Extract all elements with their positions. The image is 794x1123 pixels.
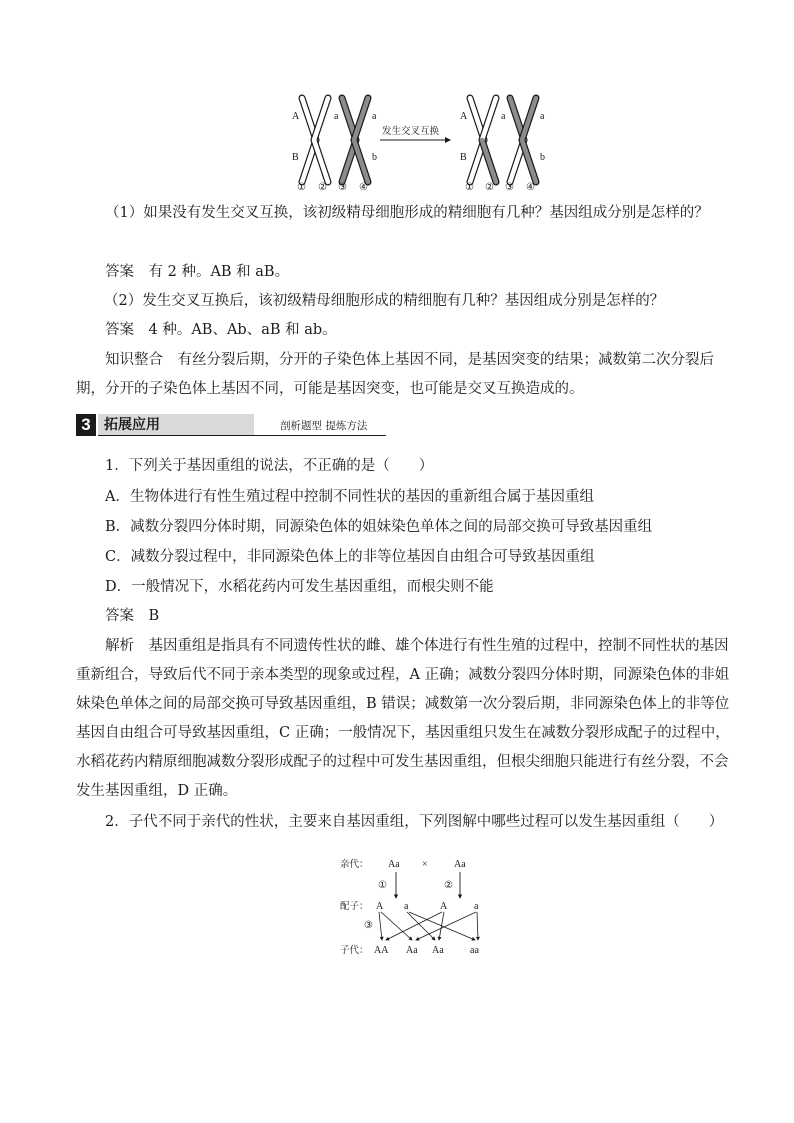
step-label: ③ [364,920,373,931]
mc2-stem: 2．子代不同于亲代的性状，主要来自基因重组，下列图解中哪些过程可以发生基因重组（ ） [105,814,724,830]
mc1-answer: 答案 B [105,608,160,624]
genetic-cross-diagram [336,852,496,960]
gamete: A [376,901,384,912]
cross-symbol: × [422,859,428,870]
section-divider [98,435,386,436]
mc1-analysis: 解析 基因重组是指具有不同遗传性状的雌、雄个体进行有性生殖的过程中，控制不同性状的基因重新组合，导致后代不同于亲本类型的现象或过程，A 正确；减数分裂四分体时期，同源染色体的非姐妹染色单体之间的局部交换可导致基因重组，B 错误；减数第一次分裂后期，非同源染色体上的非等位基因自由组合可导致基因重组，C 正确；一般情况下，基因重组只发生在减数分裂形成配子的过程中，水稻花药内精原细胞减数分裂形成配子的过程中可发生基因重组，但根尖细胞只能进行有丝分裂，不会发生基因重组，D 正确。 [76,638,730,799]
chromatid-number: ③ [505,182,514,192]
crossover-diagram [282,92,550,192]
arrow-label: 发生交叉互换 [382,126,440,137]
gene-label: a [372,111,377,122]
gene-label: B [460,152,467,163]
gene-label: a [540,111,545,122]
chromatid-number: ④ [359,182,368,192]
step-label: ② [444,880,453,891]
gamete: a [404,901,409,912]
chromatid-number: ② [318,182,327,192]
chromatid-number: ② [485,182,494,192]
offspring-label: 子代： [340,945,369,956]
parent-genotype: Aa [454,859,466,870]
gene-label: A [460,111,468,122]
gene-label: A [292,111,300,122]
step-label: ① [378,880,387,891]
gene-label: a [501,111,506,122]
mc1-stem: 1．下列关于基因重组的说法，不正确的是（ ） [105,458,434,474]
offspring-genotype: Aa [406,945,418,956]
mc1-option-b: B．减数分裂四分体时期，同源染色体的姐妹染色单体之间的局部交换可导致基因重组 [105,519,653,535]
chromatid-number: ① [465,182,474,192]
offspring-genotype: aa [470,945,479,956]
answer-2: 答案 4 种。AB、Ab、aB 和 ab。 [105,322,337,338]
gene-label: b [372,152,377,163]
answer-1: 答案 有 2 种。AB 和 aB。 [105,264,290,280]
section-subtitle: 剖析题型 提炼方法 [280,420,368,432]
gene-label: B [292,152,299,163]
gamete-label: 配子： [340,901,369,912]
gene-label: b [540,152,545,163]
offspring-genotype: Aa [432,945,444,956]
parent-genotype: Aa [388,859,400,870]
section-number: 3 [76,414,96,436]
mc1-option-c: C．减数分裂过程中，非同源染色体上的非等位基因自由组合可导致基因重组 [105,549,595,565]
section-header [76,414,386,438]
question-1: （1）如果没有发生交叉互换，该初级精母细胞形成的精细胞有几种？基因组成分别是怎样的？ [105,205,709,221]
gene-label: a [334,111,339,122]
question-2: （2）发生交叉互换后，该初级精母细胞形成的精细胞有几种？基因组成分别是怎样的？ [104,293,665,309]
mc1-option-a: A．生物体进行有性生殖过程中控制不同性状的基因的重新组合属于基因重组 [105,489,594,505]
section-title: 拓展应用 [98,414,254,436]
gamete: A [440,901,448,912]
gamete: a [474,901,479,912]
chromatid-number: ④ [526,182,535,192]
chromatid-number: ③ [338,182,347,192]
parent-label: 亲代： [340,859,369,870]
mc1-option-d: D．一般情况下，水稻花药内可发生基因重组，而根尖则不能 [105,579,494,595]
offspring-genotype: AA [374,945,389,956]
chromatid-number: ① [297,182,306,192]
knowledge-summary: 知识整合 有丝分裂后期，分开的子染色体上基因不同，是基因突变的结果；减数第二次分裂后期，分开的子染色体上基因不同，可能是基因突变，也可能是交叉互换造成的。 [76,352,714,397]
